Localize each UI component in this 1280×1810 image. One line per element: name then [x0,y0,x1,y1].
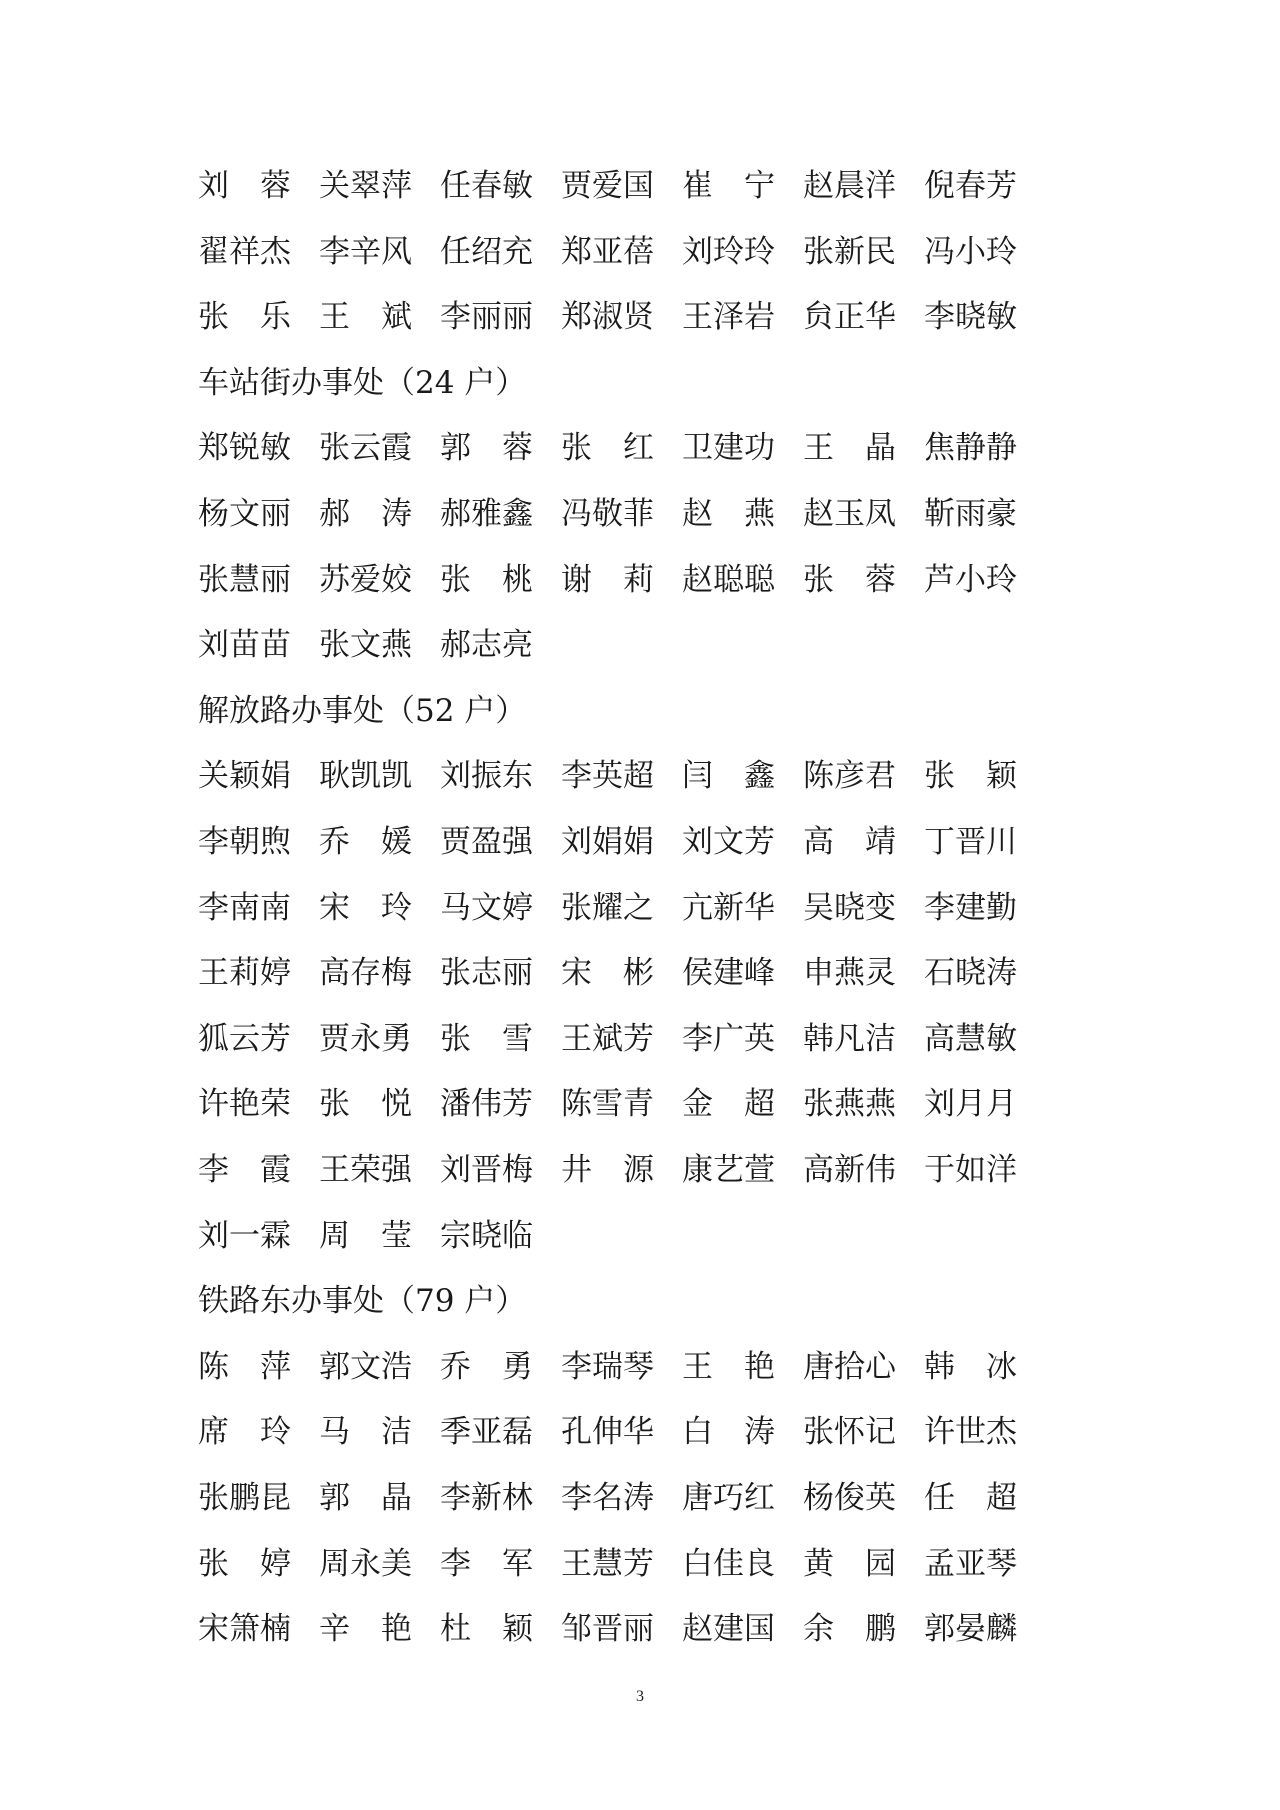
person-name: 李名涛 [561,1480,654,1516]
person-name: 王 斌 [319,299,412,335]
person-name: 李英超 [561,758,654,794]
person-name: 张 雪 [440,1021,533,1057]
person-name: 张志丽 [440,955,533,991]
person-name: 于如洋 [924,1152,1017,1188]
person-name: 刘一霖 [198,1218,291,1254]
person-name: 冯小玲 [924,234,1017,270]
person-name: 郭晏麟 [924,1611,1017,1647]
section-heading: 车站街办事处（24 户） [198,365,527,401]
person-name: 张 乐 [198,299,291,335]
name-row [198,1476,1045,1520]
person-name: 张 蓉 [803,562,896,598]
name-row [198,1214,561,1258]
name-row [198,623,561,667]
person-name: 唐巧红 [682,1480,775,1516]
person-name: 杨文丽 [198,496,291,532]
person-name: 刘玲玲 [682,234,775,270]
person-name: 王荣强 [319,1152,412,1188]
person-name: 张文燕 [319,627,412,663]
person-name: 白佳良 [682,1546,775,1582]
person-name: 李建勤 [924,890,1017,926]
person-name: 张燕燕 [803,1086,896,1122]
person-name: 李晓敏 [924,299,1017,335]
person-name: 郝 涛 [319,496,412,532]
person-name: 任绍充 [440,234,533,270]
person-name: 李南南 [198,890,291,926]
person-name: 任春敏 [440,168,533,204]
person-name: 赵建国 [682,1611,775,1647]
person-name: 井 源 [561,1152,654,1188]
person-name: 潘伟芳 [440,1086,533,1122]
person-name: 王斌芳 [561,1021,654,1057]
person-name: 郑锐敏 [198,430,291,466]
name-row [198,558,1045,602]
person-name: 李辛风 [319,234,412,270]
person-name: 张 婷 [198,1546,291,1582]
person-name: 许世杰 [924,1414,1017,1450]
person-name: 焦静静 [924,430,1017,466]
person-name: 申燕灵 [803,955,896,991]
person-name: 韩 冰 [924,1349,1017,1385]
person-name: 马 洁 [319,1414,412,1450]
name-row [198,951,1045,995]
person-name: 张慧丽 [198,562,291,598]
person-name: 席 玲 [198,1414,291,1450]
person-name: 郭 晶 [319,1480,412,1516]
person-name: 陈彦君 [803,758,896,794]
person-name: 邹晋丽 [561,1611,654,1647]
person-name: 黄 园 [803,1546,896,1582]
person-name: 宋箫楠 [198,1611,291,1647]
person-name: 贾盈强 [440,824,533,860]
person-name: 王泽岩 [682,299,775,335]
name-row [198,820,1045,864]
person-name: 许艳荣 [198,1086,291,1122]
person-name: 耿凯凯 [319,758,412,794]
name-row [198,295,1045,339]
person-name: 亢新华 [682,890,775,926]
name-row [198,1345,1045,1389]
person-name: 翟祥杰 [198,234,291,270]
person-name: 刘月月 [924,1086,1017,1122]
person-name: 王莉婷 [198,955,291,991]
person-name: 吴晓变 [803,890,896,926]
person-name: 郭 蓉 [440,430,533,466]
person-name: 刘娟娟 [561,824,654,860]
person-name: 倪春芳 [924,168,1017,204]
person-name: 刘苗苗 [198,627,291,663]
name-row [198,1542,1045,1586]
person-name: 金 超 [682,1086,775,1122]
person-name: 赵玉凤 [803,496,896,532]
person-name: 高存梅 [319,955,412,991]
person-name: 孔伸华 [561,1414,654,1450]
person-name: 关颖娟 [198,758,291,794]
name-row [198,230,1045,274]
person-name: 白 涛 [682,1414,775,1450]
person-name: 陈 萍 [198,1349,291,1385]
person-name: 李新林 [440,1480,533,1516]
name-row [198,492,1045,536]
person-name: 贾永勇 [319,1021,412,1057]
person-name: 贠正华 [803,299,896,335]
person-name: 孟亚琴 [924,1546,1017,1582]
person-name: 郑亚蓓 [561,234,654,270]
person-name: 卫建功 [682,430,775,466]
person-name: 谢 莉 [561,562,654,598]
name-row [198,1410,1045,1454]
person-name: 刘文芳 [682,824,775,860]
person-name: 赵 燕 [682,496,775,532]
name-row [198,1082,1045,1126]
person-name: 刘 蓉 [198,168,291,204]
person-name: 王慧芳 [561,1546,654,1582]
name-row [198,886,1045,930]
person-name: 郝雅鑫 [440,496,533,532]
person-name: 王 艳 [682,1349,775,1385]
person-name: 张 悦 [319,1086,412,1122]
person-name: 郭文浩 [319,1349,412,1385]
person-name: 丁晋川 [924,824,1017,860]
person-name: 狐云芳 [198,1021,291,1057]
person-name: 芦小玲 [924,562,1017,598]
person-name: 辛 艳 [319,1611,412,1647]
person-name: 宋 玲 [319,890,412,926]
person-name: 侯建峰 [682,955,775,991]
person-name: 张云霞 [319,430,412,466]
person-name: 冯敬菲 [561,496,654,532]
person-name: 乔 勇 [440,1349,533,1385]
person-name: 郑淑贤 [561,299,654,335]
person-name: 乔 媛 [319,824,412,860]
person-name: 刘振东 [440,758,533,794]
person-name: 李广英 [682,1021,775,1057]
person-name: 唐拾心 [803,1349,896,1385]
person-name: 李 霞 [198,1152,291,1188]
name-row [198,754,1045,798]
person-name: 张新民 [803,234,896,270]
person-name: 张鹏昆 [198,1480,291,1516]
person-name: 靳雨豪 [924,496,1017,532]
person-name: 高慧敏 [924,1021,1017,1057]
person-name: 杨俊英 [803,1480,896,1516]
section-heading: 铁路东办事处（79 户） [198,1283,527,1319]
person-name: 李丽丽 [440,299,533,335]
page-number: 3 [636,1688,644,1705]
name-row [198,164,1045,208]
person-name: 王 晶 [803,430,896,466]
person-name: 闫 鑫 [682,758,775,794]
section-heading: 解放路办事处（52 户） [198,693,527,729]
person-name: 李朝煦 [198,824,291,860]
person-name: 李 军 [440,1546,533,1582]
person-name: 张 红 [561,430,654,466]
person-name: 季亚磊 [440,1414,533,1450]
person-name: 张 颖 [924,758,1017,794]
person-name: 周永美 [319,1546,412,1582]
person-name: 宋 彬 [561,955,654,991]
person-name: 康艺萱 [682,1152,775,1188]
person-name: 赵晨洋 [803,168,896,204]
name-row [198,1148,1045,1192]
person-name: 贾爱国 [561,168,654,204]
name-row [198,1017,1045,1061]
person-name: 李瑞琴 [561,1349,654,1385]
person-name: 石晓涛 [924,955,1017,991]
person-name: 马文婷 [440,890,533,926]
person-name: 崔 宁 [682,168,775,204]
person-name: 郝志亮 [440,627,533,663]
person-name: 刘晋梅 [440,1152,533,1188]
person-name: 任 超 [924,1480,1017,1516]
person-name: 余 鹏 [803,1611,896,1647]
person-name: 张耀之 [561,890,654,926]
name-row [198,1607,1045,1651]
person-name: 高新伟 [803,1152,896,1188]
person-name: 韩凡洁 [803,1021,896,1057]
person-name: 杜 颖 [440,1611,533,1647]
person-name: 宗晓临 [440,1218,533,1254]
person-name: 张 桃 [440,562,533,598]
person-name: 周 莹 [319,1218,412,1254]
person-name: 苏爱姣 [319,562,412,598]
person-name: 赵聪聪 [682,562,775,598]
person-name: 张怀记 [803,1414,896,1450]
person-name: 关翠萍 [319,168,412,204]
person-name: 高 靖 [803,824,896,860]
person-name: 陈雪青 [561,1086,654,1122]
name-row [198,426,1045,470]
